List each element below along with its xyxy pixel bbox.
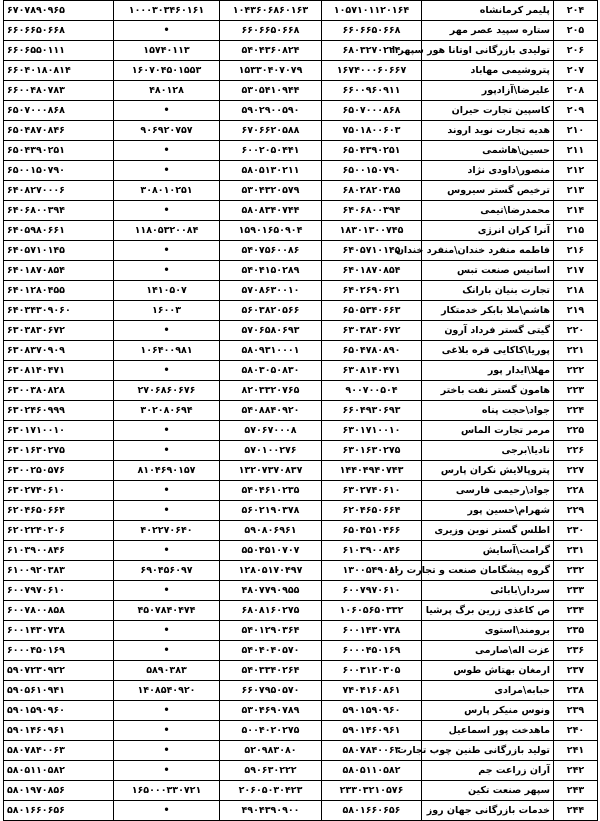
table-row	[4, 561, 598, 581]
table-row	[4, 221, 598, 241]
amount-c-cell: •	[114, 721, 220, 741]
amount-d-cell: ۶۳۰۳۸۳۰۶۷۲	[4, 321, 114, 341]
amount-b-cell: ۵۷۰۶۵۸۰۶۹۳	[220, 321, 322, 341]
amount-a-cell: ۶۲۰۴۶۵۰۶۶۴	[322, 501, 422, 521]
company-name-cell: پوریا\کاکایی قره بلاغی	[422, 341, 554, 361]
table-row	[4, 421, 598, 441]
row-number-cell: ۲۲۳	[554, 381, 598, 401]
table-row	[4, 481, 598, 501]
table-row	[4, 61, 598, 81]
amount-c-cell: ۱۴۰۸۵۴۰۹۲۰	[114, 681, 220, 701]
amount-b-cell: ۱۵۳۳۰۴۰۷۰۷۹	[220, 61, 322, 81]
company-name-cell: فاطمه منفرد خندان\منفرد خندان	[422, 241, 554, 261]
amount-b-cell: ۵۶۰۲۱۹۰۳۷۸	[220, 501, 322, 521]
amount-c-cell: •	[114, 621, 220, 641]
company-name-cell: مهلا\ایدار پور	[422, 361, 554, 381]
table-row	[4, 41, 598, 61]
amount-a-cell: ۶۵۰۷۰۰۰۸۶۸	[322, 101, 422, 121]
company-name-cell: پتروپالایش نکران پارس	[422, 461, 554, 481]
amount-a-cell: ۶۴۰۶۸۰۰۳۹۴	[322, 201, 422, 221]
amount-b-cell: ۵۴۰۸۸۴۰۹۲۰	[220, 401, 322, 421]
amount-b-cell: ۵۸۰۳۰۵۰۸۳۰	[220, 361, 322, 381]
amount-d-cell: ۶۷۰۷۸۹۰۹۶۵	[4, 1, 114, 21]
table-row	[4, 381, 598, 401]
amount-a-cell: ۶۸۰۲۸۲۰۳۸۵	[322, 181, 422, 201]
company-name-cell: گیتی گستر فرداد آرون	[422, 321, 554, 341]
amount-a-cell: ۷۵۰۱۸۰۰۶۰۳	[322, 121, 422, 141]
table-row	[4, 141, 598, 161]
amount-a-cell: ۵۸۰۵۱۱۰۵۸۲	[322, 761, 422, 781]
table-row	[4, 181, 598, 201]
amount-d-cell: ۶۴۰۵۹۸۰۶۶۱	[4, 221, 114, 241]
amount-d-cell: ۶۳۰۱۶۳۰۲۷۵	[4, 441, 114, 461]
company-name-cell: گرامت\آسایش	[422, 541, 554, 561]
company-name-cell: هدیه تجارت نوید اروند	[422, 121, 554, 141]
table-row	[4, 541, 598, 561]
table-row	[4, 601, 598, 621]
amount-c-cell: •	[114, 101, 220, 121]
amount-b-cell: ۱۳۲۰۷۳۷۰۸۳۷	[220, 461, 322, 481]
amount-b-cell: ۵۲۰۹۸۳۰۸۰	[220, 741, 322, 761]
amount-d-cell: ۶۲۰۲۲۴۰۲۰۶	[4, 521, 114, 541]
table-row	[4, 281, 598, 301]
amount-b-cell: ۵۸۰۸۳۴۰۷۴۴	[220, 201, 322, 221]
table-row	[4, 301, 598, 321]
table-row	[4, 501, 598, 521]
row-number-cell: ۲۲۰	[554, 321, 598, 341]
table-row	[4, 1, 598, 21]
amount-b-cell: ۱۵۹۰۱۶۵۰۹۰۴	[220, 221, 322, 241]
row-number-cell: ۲۲۲	[554, 361, 598, 381]
amount-c-cell: ۳۰۸۰۱۰۲۵۱	[114, 181, 220, 201]
amount-a-cell: ۶۰۰۷۹۷۰۶۱۰	[322, 581, 422, 601]
amount-d-cell: ۵۹۰۷۲۳۰۹۲۲	[4, 661, 114, 681]
amount-a-cell: ۱۴۴۰۴۹۴۰۷۴۳	[322, 461, 422, 481]
amount-a-cell: ۱۰۵۷۱۰۱۱۲۰۱۶۴	[322, 1, 422, 21]
amount-a-cell: ۱۳۰۰۵۴۹۰۸۰	[322, 561, 422, 581]
amount-b-cell: ۴۸۰۷۷۹۰۹۵۵	[220, 581, 322, 601]
amount-d-cell: ۶۶۰۶۶۵۰۶۶۸	[4, 21, 114, 41]
amount-b-cell: ۱۲۸۰۵۱۷۰۴۹۷	[220, 561, 322, 581]
data-table	[3, 0, 598, 821]
amount-c-cell: ۲۷۰۶۸۶۰۶۷۶	[114, 381, 220, 401]
company-name-cell: سردار\بابائی	[422, 581, 554, 601]
amount-a-cell: ۶۶۰۴۹۳۰۶۹۳	[322, 401, 422, 421]
company-name-cell: اسانیس صنعت تبس	[422, 261, 554, 281]
amount-b-cell: ۵۴۰۳۳۴۰۲۶۴	[220, 661, 322, 681]
amount-d-cell: ۵۹۰۵۶۱۰۹۴۱	[4, 681, 114, 701]
amount-b-cell: ۵۷۰۱۰۰۲۷۶	[220, 441, 322, 461]
amount-a-cell: ۱۸۳۰۱۳۰۰۷۴۵	[322, 221, 422, 241]
amount-d-cell: ۶۱۰۰۹۲۰۳۸۳	[4, 561, 114, 581]
amount-b-cell: ۶۰۰۲۰۵۰۴۴۱	[220, 141, 322, 161]
amount-c-cell: •	[114, 541, 220, 561]
amount-b-cell: ۸۲۰۳۳۲۰۷۶۵	[220, 381, 322, 401]
amount-d-cell: ۶۰۰۷۸۰۰۸۵۸	[4, 601, 114, 621]
amount-c-cell: •	[114, 161, 220, 181]
amount-d-cell: ۶۳۰۲۷۴۰۶۱۰	[4, 481, 114, 501]
amount-b-cell: ۵۸۰۵۱۳۰۲۱۱	[220, 161, 322, 181]
amount-c-cell: •	[114, 801, 220, 821]
table-body	[4, 1, 598, 821]
amount-b-cell: ۴۹۰۴۳۹۰۹۰۰	[220, 801, 322, 821]
amount-d-cell: ۶۶۰۰۴۸۰۷۸۳	[4, 81, 114, 101]
table-row	[4, 641, 598, 661]
company-name-cell: آنرا کران انرژی	[422, 221, 554, 241]
amount-a-cell: ۶۵۰۴۷۸۰۸۹۰	[322, 341, 422, 361]
table-row	[4, 241, 598, 261]
amount-d-cell: ۵۸۰۱۹۷۰۸۵۶	[4, 781, 114, 801]
amount-b-cell: ۵۴۰۴۳۶۰۸۲۴	[220, 41, 322, 61]
company-name-cell: هامون گستر نفت باختر	[422, 381, 554, 401]
amount-c-cell: •	[114, 641, 220, 661]
amount-d-cell: ۵۸۰۷۸۴۰۰۶۳	[4, 741, 114, 761]
row-number-cell: ۲۱۲	[554, 161, 598, 181]
table-row	[4, 321, 598, 341]
company-name-cell: تولیدی بازرگانی اوتانا هور سپهر ا	[422, 41, 554, 61]
table-row	[4, 581, 598, 601]
table-row	[4, 721, 598, 741]
company-name-cell: ماهدخت پور اسماعیل	[422, 721, 554, 741]
row-number-cell: ۲۰۴	[554, 1, 598, 21]
table-row	[4, 701, 598, 721]
row-number-cell: ۲۴۱	[554, 741, 598, 761]
row-number-cell: ۲۳۵	[554, 621, 598, 641]
table-row	[4, 361, 598, 381]
company-name-cell: منصور\داودی نژاد	[422, 161, 554, 181]
amount-b-cell: ۵۴۰۴۱۵۰۲۸۹	[220, 261, 322, 281]
table-row	[4, 101, 598, 121]
amount-c-cell: •	[114, 481, 220, 501]
amount-d-cell: ۶۴۰۶۸۰۰۳۹۴	[4, 201, 114, 221]
table-row	[4, 341, 598, 361]
amount-b-cell: ۵۳۰۵۴۱۰۹۴۴	[220, 81, 322, 101]
amount-c-cell: ۴۸۰۱۲۸	[114, 81, 220, 101]
table-row	[4, 741, 598, 761]
row-number-cell: ۲۲۹	[554, 501, 598, 521]
amount-b-cell: ۵۸۰۹۳۱۰۰۰۱	[220, 341, 322, 361]
row-number-cell: ۲۴۴	[554, 801, 598, 821]
company-name-cell: ص کاغذی زرین برگ پرشیا	[422, 601, 554, 621]
row-number-cell: ۲۱۴	[554, 201, 598, 221]
row-number-cell: ۲۱۶	[554, 241, 598, 261]
company-name-cell: شهرام\حسین پور	[422, 501, 554, 521]
table-row	[4, 801, 598, 821]
company-name-cell: آران زراعت جم	[422, 761, 554, 781]
amount-a-cell: ۷۴۰۴۱۶۰۸۶۱	[322, 681, 422, 701]
amount-d-cell: ۶۴۰۵۷۱۰۱۴۵	[4, 241, 114, 261]
amount-b-cell: ۵۷۰۶۷۰۰۰۸	[220, 421, 322, 441]
row-number-cell: ۲۴۲	[554, 761, 598, 781]
amount-b-cell: ۵۴۰۷۵۶۰۰۸۶	[220, 241, 322, 261]
row-number-cell: ۲۱۰	[554, 121, 598, 141]
row-number-cell: ۲۱۵	[554, 221, 598, 241]
amount-d-cell: ۶۵۰۴۸۷۰۸۴۶	[4, 121, 114, 141]
amount-d-cell: ۶۴۰۳۴۳۰۹۰۶۰	[4, 301, 114, 321]
company-name-cell: برومند\استوی	[422, 621, 554, 641]
row-number-cell: ۲۱۹	[554, 301, 598, 321]
amount-d-cell: ۶۱۰۳۹۰۰۸۴۶	[4, 541, 114, 561]
amount-c-cell: ۱۶۰۰۳	[114, 301, 220, 321]
company-name-cell: اطلس گستر نوین وزیری	[422, 521, 554, 541]
row-number-cell: ۲۳۱	[554, 541, 598, 561]
company-name-cell: جواد\رحیمی فارسی	[422, 481, 554, 501]
amount-b-cell: ۵۴۰۴۶۱۰۲۳۵	[220, 481, 322, 501]
row-number-cell: ۲۱۱	[554, 141, 598, 161]
row-number-cell: ۲۰۹	[554, 101, 598, 121]
amount-c-cell: •	[114, 321, 220, 341]
amount-c-cell: •	[114, 21, 220, 41]
amount-b-cell: ۱۰۴۳۶۰۶۸۶۰۱۶۳	[220, 1, 322, 21]
amount-b-cell: ۶۶۰۷۹۵۰۵۷۰	[220, 681, 322, 701]
row-number-cell: ۲۰۶	[554, 41, 598, 61]
amount-a-cell: ۶۳۰۸۱۴۰۴۷۱	[322, 361, 422, 381]
table-row	[4, 681, 598, 701]
amount-b-cell: ۵۹۰۶۳۰۲۲۲	[220, 761, 322, 781]
amount-b-cell: ۶۸۰۸۱۶۰۲۷۵	[220, 601, 322, 621]
amount-d-cell: ۶۰۰۰۴۵۰۱۶۹	[4, 641, 114, 661]
row-number-cell: ۲۲۱	[554, 341, 598, 361]
company-name-cell: نادیا\برجی	[422, 441, 554, 461]
company-name-cell: حسین\هاشمی	[422, 141, 554, 161]
amount-d-cell: ۶۳۰۰۳۸۰۸۲۸	[4, 381, 114, 401]
row-number-cell: ۲۳۶	[554, 641, 598, 661]
amount-d-cell: ۶۰۰۷۹۷۰۶۱۰	[4, 581, 114, 601]
amount-b-cell: ۵۳۰۴۳۲۰۵۷۹	[220, 181, 322, 201]
row-number-cell: ۲۱۸	[554, 281, 598, 301]
amount-d-cell: ۶۴۰۸۲۷۰۰۰۶	[4, 181, 114, 201]
amount-d-cell: ۶۲۰۴۶۵۰۶۶۴	[4, 501, 114, 521]
amount-a-cell: ۶۱۰۳۹۰۰۸۴۶	[322, 541, 422, 561]
amount-a-cell: ۵۸۰۷۸۴۰۰۶۳	[322, 741, 422, 761]
row-number-cell: ۲۳۴	[554, 601, 598, 621]
table-row	[4, 21, 598, 41]
amount-a-cell: ۶۴۰۱۸۷۰۸۵۴	[322, 261, 422, 281]
table-row	[4, 261, 598, 281]
table-row	[4, 761, 598, 781]
table-row	[4, 161, 598, 181]
amount-a-cell: ۵۹۰۱۴۶۰۹۶۱	[322, 721, 422, 741]
company-name-cell: کاسپین تجارت حیران	[422, 101, 554, 121]
amount-a-cell: ۱۰۶۰۵۶۵۰۳۳۲	[322, 601, 422, 621]
table-row	[4, 661, 598, 681]
row-number-cell: ۲۴۳	[554, 781, 598, 801]
amount-c-cell: ۴۵۰۷۸۴۰۴۷۴	[114, 601, 220, 621]
amount-b-cell: ۵۴۰۱۲۹۰۳۶۴	[220, 621, 322, 641]
row-number-cell: ۲۲۴	[554, 401, 598, 421]
amount-c-cell: •	[114, 421, 220, 441]
row-number-cell: ۲۳۸	[554, 681, 598, 701]
amount-c-cell: ۱۱۸۰۵۳۲۰۰۸۴	[114, 221, 220, 241]
amount-a-cell: ۶۸۰۳۲۷۰۲۲۴	[322, 41, 422, 61]
table-row	[4, 621, 598, 641]
amount-c-cell: ۱۴۱۰۵۰۷	[114, 281, 220, 301]
amount-b-cell: ۵۵۰۴۵۱۰۷۰۷	[220, 541, 322, 561]
row-number-cell: ۲۳۲	[554, 561, 598, 581]
company-name-cell: تولید بازرگانی طنین چوب تجارت	[422, 741, 554, 761]
amount-d-cell: ۶۶۰۴۰۱۸۰۸۱۴	[4, 61, 114, 81]
company-name-cell: خدمات بازرگانی جهان روز	[422, 801, 554, 821]
amount-c-cell: •	[114, 501, 220, 521]
row-number-cell: ۲۲۶	[554, 441, 598, 461]
amount-c-cell: ۱۵۷۴۰۱۱۳	[114, 41, 220, 61]
amount-b-cell: ۵۳۰۴۶۹۰۷۸۹	[220, 701, 322, 721]
amount-b-cell: ۶۶۰۶۶۵۰۶۶۸	[220, 21, 322, 41]
table-row	[4, 521, 598, 541]
amount-a-cell: ۶۰۰۱۴۳۰۷۳۸	[322, 621, 422, 641]
amount-a-cell: ۶۳۰۲۷۴۰۶۱۰	[322, 481, 422, 501]
amount-a-cell: ۵۸۰۱۶۶۰۶۵۶	[322, 801, 422, 821]
amount-a-cell: ۶۳۰۱۷۱۰۰۱۰	[322, 421, 422, 441]
amount-d-cell: ۶۵۰۷۰۰۰۸۶۸	[4, 101, 114, 121]
amount-c-cell: ۱۶۰۷۰۴۵۰۱۵۵۳	[114, 61, 220, 81]
amount-a-cell: ۶۵۰۴۳۹۰۲۵۱	[322, 141, 422, 161]
row-number-cell: ۲۳۹	[554, 701, 598, 721]
table-row	[4, 441, 598, 461]
amount-a-cell: ۶۶۰۰۹۶۰۹۱۱	[322, 81, 422, 101]
amount-a-cell: ۱۶۷۴۰۰۰۶۰۶۶۷	[322, 61, 422, 81]
company-name-cell: تجارت بنیان بارانک	[422, 281, 554, 301]
amount-a-cell: ۶۳۰۱۶۳۰۲۷۵	[322, 441, 422, 461]
amount-b-cell: ۵۰۰۴۰۲۰۲۷۵	[220, 721, 322, 741]
amount-a-cell: ۹۰۰۷۰۰۵۰۴	[322, 381, 422, 401]
table-row	[4, 201, 598, 221]
amount-d-cell: ۶۵۰۴۳۹۰۲۵۱	[4, 141, 114, 161]
amount-c-cell: ۹۰۶۹۲۰۷۵۷	[114, 121, 220, 141]
row-number-cell: ۲۳۳	[554, 581, 598, 601]
amount-b-cell: ۵۴۰۴۰۴۰۵۷۰	[220, 641, 322, 661]
row-number-cell: ۲۰۷	[554, 61, 598, 81]
amount-d-cell: ۶۶۰۶۵۵۰۱۱۱	[4, 41, 114, 61]
row-number-cell: ۲۲۷	[554, 461, 598, 481]
row-number-cell: ۲۲۵	[554, 421, 598, 441]
row-number-cell: ۲۱۷	[554, 261, 598, 281]
amount-c-cell: •	[114, 361, 220, 381]
amount-a-cell: ۶۴۰۵۷۱۰۱۴۵	[322, 241, 422, 261]
amount-d-cell: ۶۴۰۱۲۸۰۴۵۵	[4, 281, 114, 301]
amount-b-cell: ۲۰۶۰۵۰۳۰۴۲۳	[220, 781, 322, 801]
company-name-cell: سپهر صنعت تکین	[422, 781, 554, 801]
company-name-cell: محمدرضا\تیمی	[422, 201, 554, 221]
amount-a-cell: ۶۴۰۲۶۹۰۶۲۱	[322, 281, 422, 301]
company-name-cell: پتروشیمی مهاباد	[422, 61, 554, 81]
amount-c-cell: •	[114, 141, 220, 161]
amount-a-cell: ۶۰۰۳۱۲۰۳۰۵	[322, 661, 422, 681]
amount-c-cell: ۳۰۲۰۸۰۶۹۴	[114, 401, 220, 421]
row-number-cell: ۲۴۰	[554, 721, 598, 741]
company-name-cell: عزت اله\صارمی	[422, 641, 554, 661]
amount-c-cell: ۱۰۶۴۰۰۹۸۱	[114, 341, 220, 361]
row-number-cell: ۲۲۸	[554, 481, 598, 501]
amount-b-cell: ۵۶۰۳۸۲۰۵۶۶	[220, 301, 322, 321]
amount-d-cell: ۶۳۰۸۳۷۰۹۰۹	[4, 341, 114, 361]
amount-d-cell: ۶۴۰۱۸۷۰۸۵۴	[4, 261, 114, 281]
amount-c-cell: •	[114, 741, 220, 761]
amount-b-cell: ۵۷۰۸۶۳۰۰۱۰	[220, 281, 322, 301]
amount-d-cell: ۶۳۰۱۷۱۰۰۱۰	[4, 421, 114, 441]
amount-c-cell: •	[114, 581, 220, 601]
amount-c-cell: •	[114, 761, 220, 781]
company-name-cell: ستاره سپید عصر مهر	[422, 21, 554, 41]
amount-a-cell: ۶۵۰۴۵۱۰۴۶۶	[322, 521, 422, 541]
row-number-cell: ۲۳۷	[554, 661, 598, 681]
amount-d-cell: ۶۳۰۰۲۵۰۵۷۶	[4, 461, 114, 481]
company-name-cell: پلیمر کرمانشاه	[422, 1, 554, 21]
row-number-cell: ۲۱۳	[554, 181, 598, 201]
amount-c-cell: ۱۶۵۰۰۰۳۳۰۷۲۱	[114, 781, 220, 801]
company-name-cell: ترخیص گستر سیروس	[422, 181, 554, 201]
amount-a-cell: ۲۳۳۰۳۲۱۰۵۷۶	[322, 781, 422, 801]
table-row	[4, 401, 598, 421]
company-name-cell: علیرضا\آزادپور	[422, 81, 554, 101]
company-name-cell: ارمغان بهتاش طوس	[422, 661, 554, 681]
amount-a-cell: ۵۹۰۱۵۹۰۹۶۰	[322, 701, 422, 721]
amount-d-cell: ۵۹۰۱۵۹۰۹۶۰	[4, 701, 114, 721]
company-name-cell: مرمر تجارت الماس	[422, 421, 554, 441]
amount-d-cell: ۶۳۰۲۴۶۰۹۹۹	[4, 401, 114, 421]
amount-b-cell: ۵۹۰۲۹۰۰۵۹۰	[220, 101, 322, 121]
amount-c-cell: ۴۰۲۲۷۰۶۴۰	[114, 521, 220, 541]
amount-c-cell: •	[114, 261, 220, 281]
amount-c-cell: ۱۰۰۰۳۰۳۴۶۰۱۶۱	[114, 1, 220, 21]
table-row	[4, 81, 598, 101]
table-row	[4, 781, 598, 801]
company-name-cell: حبابه\مرادی	[422, 681, 554, 701]
amount-d-cell: ۶۵۰۰۱۵۰۷۹۰	[4, 161, 114, 181]
amount-c-cell: ۵۸۹۰۳۸۳	[114, 661, 220, 681]
amount-d-cell: ۶۳۰۸۱۴۰۴۷۱	[4, 361, 114, 381]
amount-a-cell: ۶۳۰۳۸۳۰۶۷۲	[322, 321, 422, 341]
amount-c-cell: •	[114, 441, 220, 461]
amount-b-cell: ۵۹۰۸۰۶۹۶۱	[220, 521, 322, 541]
table-row	[4, 461, 598, 481]
amount-c-cell: ۶۹۰۴۵۶۰۹۷	[114, 561, 220, 581]
row-number-cell: ۲۳۰	[554, 521, 598, 541]
company-name-cell: گروه پیشگامان صنعت و تجارت راد	[422, 561, 554, 581]
amount-c-cell: •	[114, 701, 220, 721]
row-number-cell: ۲۰۸	[554, 81, 598, 101]
amount-d-cell: ۵۹۰۱۴۶۰۹۶۱	[4, 721, 114, 741]
amount-c-cell: •	[114, 241, 220, 261]
amount-a-cell: ۶۶۰۶۶۵۰۶۶۸	[322, 21, 422, 41]
amount-d-cell: ۶۰۰۱۴۳۰۷۳۸	[4, 621, 114, 641]
company-name-cell: ونوس منیکر پارس	[422, 701, 554, 721]
row-number-cell: ۲۰۵	[554, 21, 598, 41]
amount-c-cell: •	[114, 201, 220, 221]
amount-c-cell: ۸۱۰۴۶۹۰۱۵۷	[114, 461, 220, 481]
amount-d-cell: ۵۸۰۱۶۶۰۶۵۶	[4, 801, 114, 821]
amount-b-cell: ۶۷۰۶۶۲۰۵۸۸	[220, 121, 322, 141]
amount-a-cell: ۶۰۰۰۴۵۰۱۶۹	[322, 641, 422, 661]
amount-a-cell: ۶۵۰۰۱۵۰۷۹۰	[322, 161, 422, 181]
amount-a-cell: ۶۵۰۵۳۴۰۶۶۳	[322, 301, 422, 321]
table-row	[4, 121, 598, 141]
company-name-cell: هاشم\ملا بابکر خدمتکار	[422, 301, 554, 321]
company-name-cell: جواد\حجت پناه	[422, 401, 554, 421]
amount-d-cell: ۵۸۰۵۱۱۰۵۸۲	[4, 761, 114, 781]
